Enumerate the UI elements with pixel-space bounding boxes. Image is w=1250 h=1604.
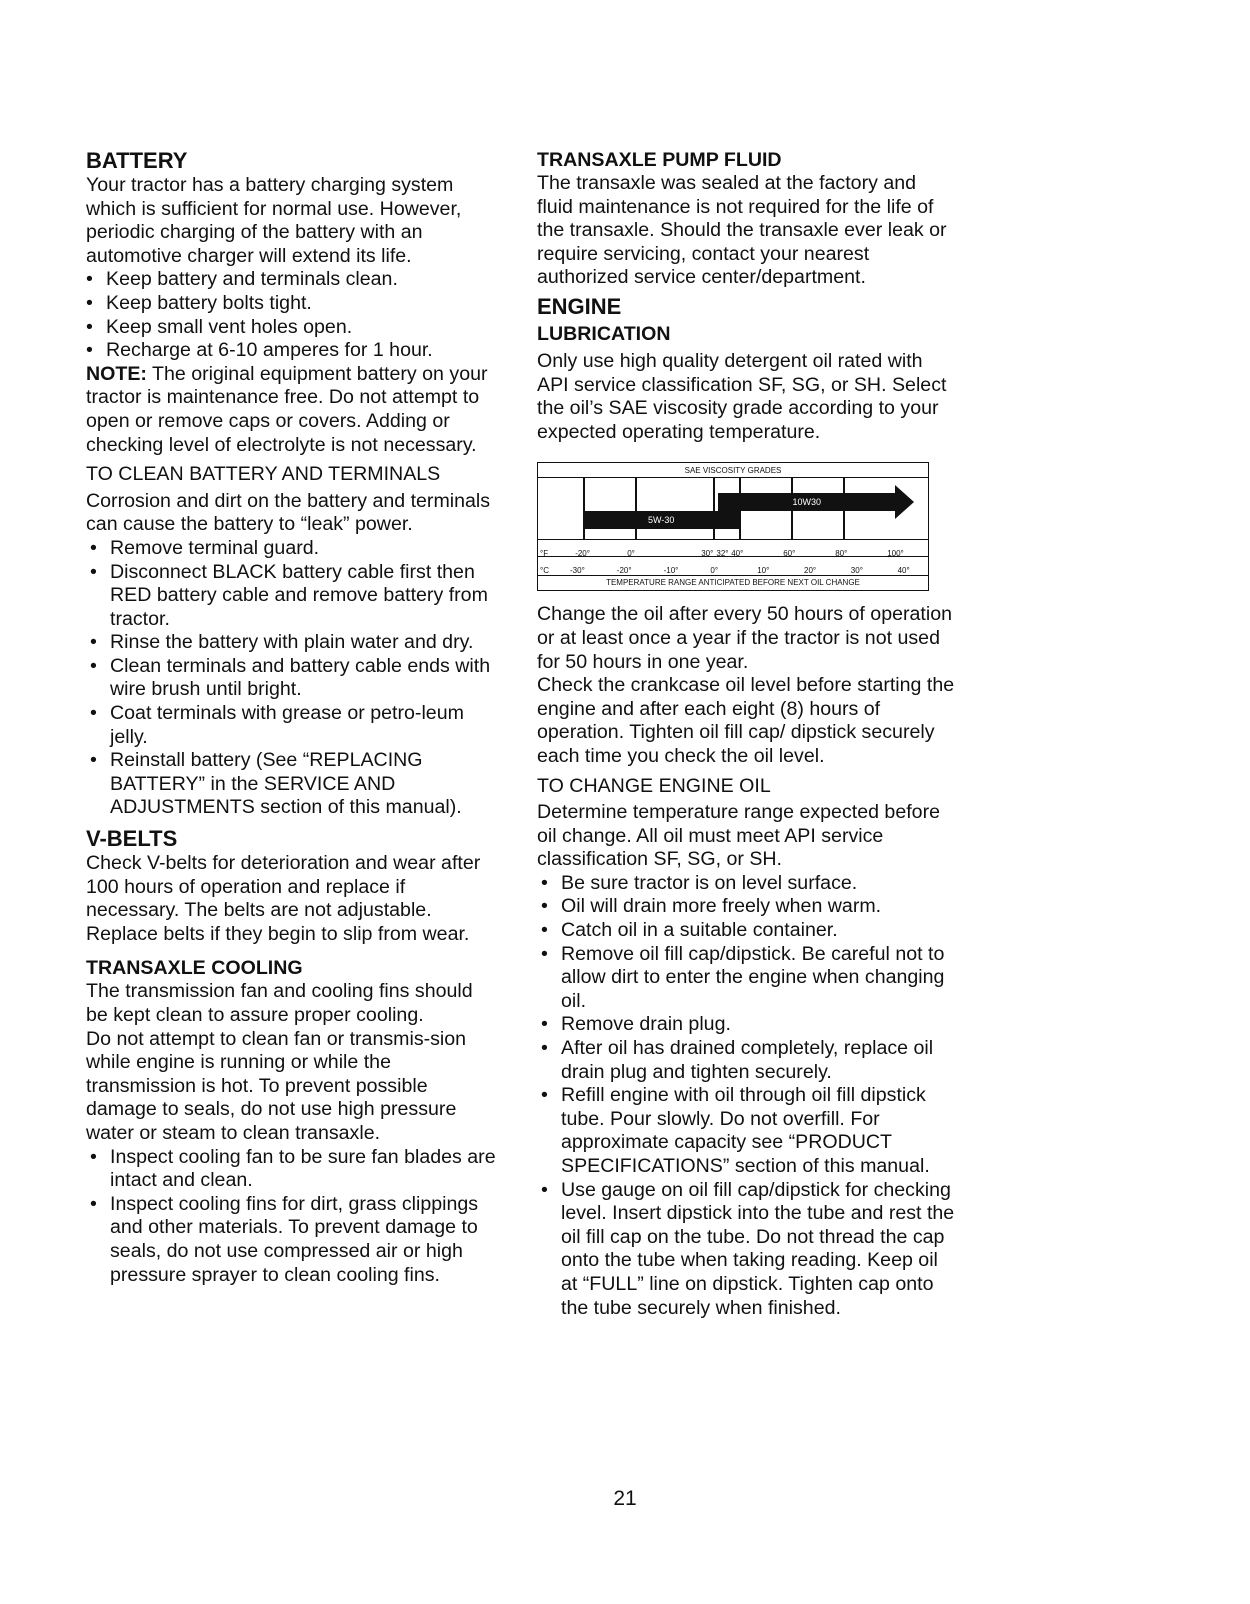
change-frequency-text: Change the oil after every 50 hours of operation or at least once a year if the tractor is not used for 50 hours in one year.: [537, 603, 952, 673]
list-item: • Remove oil fill cap/dipstick. Be careful not to allow dirt to enter the engine when changing oil.: [537, 943, 957, 1014]
chart-footer: TEMPERATURE RANGE ANTICIPATED BEFORE NEXT OIL CHANGE: [538, 575, 928, 590]
right-column: [537, 148, 957, 1320]
list-item: • Use gauge on oil fill cap/dipstick for checking level. Insert dipstick into the tube and rest the oil fill cap on the tube. Do not thread the cap onto the tube when taking reading. Keep oil at “FULL” line on dipstick. Tighten cap onto the tube securely when finished.: [537, 1179, 957, 1321]
list-item: • Remove drain plug.: [537, 1013, 957, 1037]
change-oil-intro: Determine temperature range expected before oil change. All oil must meet API service classification SF, SG, or SH.: [537, 801, 940, 871]
check-level-text: Check the crankcase oil level before starting the engine and after each eight (8) hours of operation. Tighten oil fill cap/ dipstick securely each time you check the oil level.: [537, 674, 955, 767]
pump-text: The transaxle was sealed at the factory and fluid maintenance is not required for the life of the transaxle. Should the transaxle ever leak or require servicing, contact your nearest authorized service center/department.: [537, 172, 947, 289]
chart-gridline: [713, 477, 715, 539]
celsius-label: °C: [540, 566, 549, 576]
viscosity-band-5w-30: 5W-30: [583, 511, 739, 529]
note-label: NOTE:: [86, 362, 147, 385]
viscosity-band-10w30: 10W30: [718, 493, 895, 511]
vbelts-heading: V-BELTS: [86, 826, 178, 852]
list-item: • Disconnect BLACK battery cable first then RED battery cable and remove battery from tractor.: [86, 561, 496, 632]
sae-viscosity-chart: [537, 462, 929, 591]
list-item: • Rinse the battery with plain water and dry.: [86, 631, 496, 655]
note-text: The original equipment battery on your tractor is maintenance free. Do not attempt to open or remove caps or covers. Adding or checking level of electrolyte is not necessary.: [86, 362, 488, 456]
cooling-p2: Do not attempt to clean fan or transmis-sion while engine is running or while the transmission is hot. To prevent possible damage to seals, do not use high pressure water or steam to clean transaxle.: [86, 1027, 467, 1144]
cooling-p1: The transmission fan and cooling fins should be kept clean to assure proper cooling.: [86, 980, 473, 1026]
chart-gridline: [843, 477, 845, 539]
chart-gridline: [791, 477, 793, 539]
chart-gridline: [635, 477, 637, 539]
change-oil-bullets: [537, 872, 957, 1320]
cooling-bullets: [86, 1146, 496, 1288]
page-number: 21: [613, 1487, 637, 1510]
fahrenheit-tick-label: -20°: [575, 549, 590, 559]
fahrenheit-tick-label: 30°: [701, 549, 714, 559]
battery-bullets: [86, 268, 496, 362]
battery-note: [86, 363, 496, 457]
list-item: • Keep battery bolts tight.: [86, 292, 496, 316]
clean-intro: Corrosion and dirt on the battery and terminals can cause the battery to “leak” power.: [86, 489, 491, 536]
fahrenheit-tick-label: 80°: [835, 549, 848, 559]
list-item: • Inspect cooling fins for dirt, grass clippings and other materials. To prevent damage to seals, do not use compressed air or high pressure sprayer to clean cooling fins.: [86, 1193, 496, 1287]
list-item: • Recharge at 6-10 amperes for 1 hour.: [86, 339, 496, 363]
celsius-tick-label: -10°: [663, 566, 679, 576]
celsius-tick-label: -30°: [570, 566, 585, 576]
chart-gridline: [739, 477, 741, 539]
cooling-heading: TRANSAXLE COOLING: [86, 957, 303, 980]
left-column: [86, 148, 496, 1287]
list-item: • Clean terminals and battery cable ends with wire brush until bright.: [86, 655, 496, 702]
fahrenheit-label: °F: [540, 549, 549, 559]
celsius-row: [538, 556, 928, 576]
celsius-tick-label: 0°: [710, 566, 719, 576]
chart-gridline: [583, 477, 585, 539]
fahrenheit-tick-label: 100°: [887, 549, 904, 559]
list-item: • Remove terminal guard.: [86, 537, 496, 561]
list-item: • Keep small vent holes open.: [86, 316, 496, 340]
list-item: • After oil has drained completely, replace oil drain plug and tighten securely.: [537, 1037, 957, 1084]
celsius-tick-label: 40°: [897, 566, 910, 576]
list-item: • Reinstall battery (See “REPLACING BATTERY” in the SERVICE AND ADJUSTMENTS section of this manual).: [86, 749, 496, 820]
lubrication-heading: LUBRICATION: [537, 322, 671, 345]
list-item: • Inspect cooling fan to be sure fan blades are intact and clean.: [86, 1146, 496, 1193]
band-arrow-icon: [895, 485, 914, 519]
chart-bar-area: [538, 477, 928, 537]
list-item: • Refill engine with oil through oil fill dipstick tube. Pour slowly. Do not overfill. For approximate capacity see “PRODUCT SPECIFICATIONS” section of this manual.: [537, 1084, 957, 1178]
fahrenheit-tick-label: 40°: [731, 549, 744, 559]
celsius-tick-label: 10°: [757, 566, 770, 576]
celsius-tick-label: 30°: [850, 566, 863, 576]
chart-title: SAE VISCOSITY GRADES: [538, 464, 928, 478]
engine-heading: ENGINE: [537, 293, 622, 319]
clean-heading: TO CLEAN BATTERY AND TERMINALS: [86, 463, 441, 486]
list-item: • Be sure tractor is on level surface.: [537, 872, 957, 896]
pump-heading: TRANSAXLE PUMP FLUID: [537, 149, 782, 171]
battery-heading: BATTERY: [86, 148, 188, 173]
fahrenheit-row: [538, 539, 928, 559]
fahrenheit-tick-label: 32°: [716, 549, 729, 559]
change-oil-heading: TO CHANGE ENGINE OIL: [537, 774, 771, 797]
celsius-tick-label: 20°: [804, 566, 817, 576]
list-item: • Catch oil in a suitable container.: [537, 919, 957, 943]
vbelts-text: Check V-belts for deterioration and wear after 100 hours of operation and replace if necessary. The belts are not adjustable. Replace belts if they begin to slip from wear.: [86, 852, 481, 945]
list-item: • Oil will drain more freely when warm.: [537, 895, 957, 919]
fahrenheit-tick-label: 60°: [783, 549, 796, 559]
clean-bullets: [86, 537, 496, 820]
battery-intro: Your tractor has a battery charging system which is sufficient for normal use. However, periodic charging of the battery with an automotive charger will extend its life.: [86, 174, 462, 267]
list-item: • Coat terminals with grease or petro-leum jelly.: [86, 702, 496, 749]
lubrication-text: Only use high quality detergent oil rated with API service classification SF, SG, or SH. Select the oil’s SAE viscosity grade according to your expected operating temperature.: [537, 349, 947, 443]
fahrenheit-tick-label: 0°: [627, 549, 635, 559]
celsius-tick-label: -20°: [616, 566, 632, 576]
list-item: • Keep battery and terminals clean.: [86, 268, 496, 292]
